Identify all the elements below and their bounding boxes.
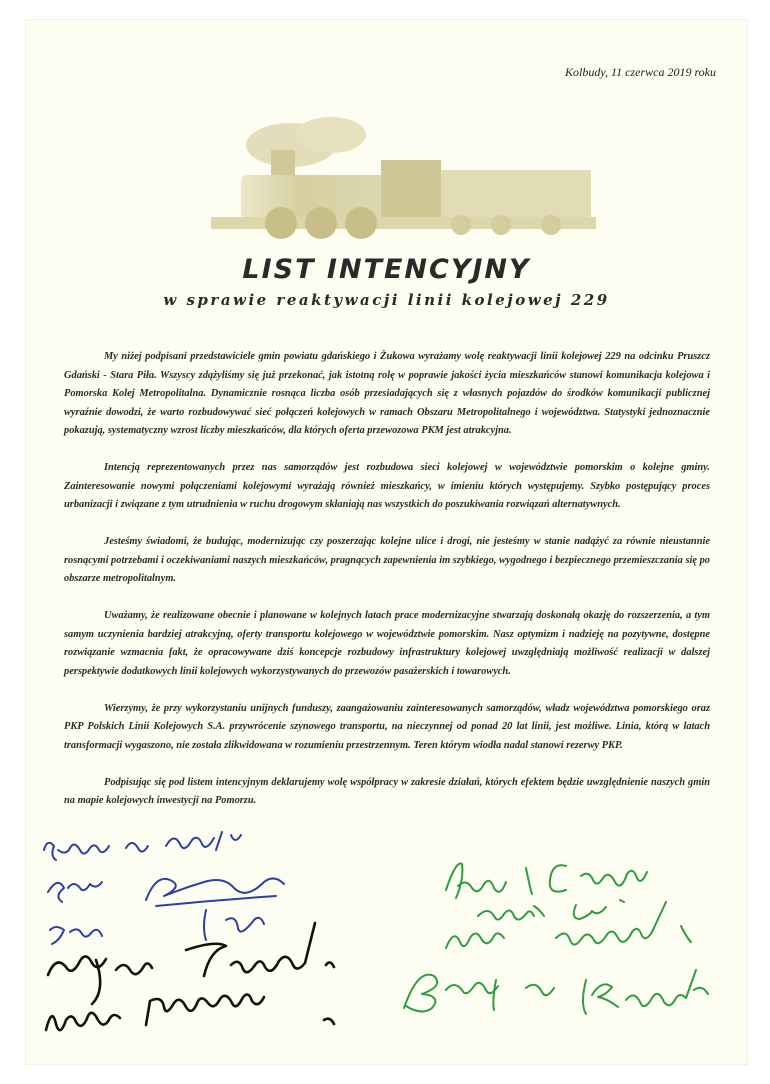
signature-blue-group (44, 832, 284, 944)
signature-black-2 (46, 994, 334, 1030)
letter-date: Kolbudy, 11 czerwca 2019 roku (565, 65, 716, 79)
signature-green-group (404, 864, 708, 1014)
signature-green-4 (404, 970, 708, 1014)
signature-green-3 (446, 902, 691, 948)
paragraph-3: Jesteśmy świadomi, że budując, modernizując czy poszerzając kolejne ulice i drogi, nie jesteśmy w stanie nadążyć za równie nieustannie rosnącymi potrzebami i oczekiwaniami naszych mieszkańców, pragnących zapewnienia im szybkiego, wygodnego i bezpiecznego przemieszczania się po obszarze metropolitalnym. (64, 536, 710, 584)
signature-blue-1 (44, 832, 241, 860)
letter-subtitle: w sprawie reaktywacji linii kolejowej 229 (163, 291, 610, 309)
paragraph-4: Uważamy, że realizowane obecnie i planowane w kolejnych latach prace modernizacyjne stwarzają doskonałą okazję do rozszerzenia, a tym samym uczynienia bardziej atrakcyjną, oferty transportu kolejowego w województwie pomorskim. Nasz optymizm i nadzieję na pozytywne, dostępne rozwiązanie wzmacnia fakt, że opracowywane dziś koncepcje rozbudowy infrastruktury kolejowej uwzględniają możliwość realizacji w dalszej perspektywie dodatkowych linii kolejowych wykorzystywanych do przewozów pasażerskich i towarowych. (64, 610, 710, 677)
paragraph-5: Wierzymy, że przy wykorzystaniu unijnych funduszy, zaangażowaniu zainteresowanych samorządów, władz województwa pomorskiego oraz PKP Polskich Linii Kolejowych S.A. przywrócenie szynowego transportu, na nieczynnej od ponad 20 lat linii, jest możliwe. Linia, którą w latach transformacji wygaszono, nie została zlikwidowana w rozumieniu przestrzennym. Teren którym wiodła nadal stanowi rezerwy PKP. (64, 702, 710, 751)
paragraph-6: Podpisując się pod listem intencyjnym deklarujemy wolę współpracy w zakresie działań, których efektem będzie uwzględnienie naszych gmin na mapie kolejowych inwestycji na Pomorzu. (64, 776, 710, 806)
paragraph-1: My niżej podpisani przedstawiciele gmin powiatu gdańskiego i Żukowa wyrażamy wolę reaktywacji linii kolejowej 229 na odcinku Pruszcz Gdański - Stara Piła. Wszyscy zdążyliśmy się już przekonać, jak istotną rolę w poprawie jakości życia mieszkańców stanowi komunikacja kolejowa i Pomorska Kolej Metropolitalna. Dynamicznie rosnąca liczba osób przesiadających się z własnych pojazdów do środków komunikacji publicznej wyraźnie dowodzi, że warto rozbudowywać sieć połączeń kolejowych w ramach Obszaru Metropolitalnego i województwa. Statystyki jednoznacznie pokazują, systematyczny wzrost liczby mieszkańców, dla których oferta przewozowa PKM jest atrakcyjna. (64, 351, 710, 436)
signatures-area (26, 20, 747, 1064)
signature-black-group (46, 923, 334, 1030)
letter-page (26, 20, 747, 1064)
signature-black-1 (48, 923, 334, 1004)
signature-blue-2 (48, 878, 284, 906)
letter-title: LIST INTENCYJNY (242, 254, 531, 285)
signature-blue-3 (50, 910, 264, 944)
signature-green-2 (478, 900, 624, 920)
paragraph-2: Intencją reprezentowanych przez nas samorządów jest rozbudowa sieci kolejowej w województwie pomorskim o kolejne gminy. Zainteresowanie nowymi połączeniami kolejowymi wyrażają również mieszkańcy, w imieniu których występujemy. Szybko postępujący proces urbanizacji i związane z tym utrudnienia w ruchu drogowym skłaniają nas wszystkich do poszukiwania rozwiązań alternatywnych. (64, 462, 710, 510)
signature-green-1 (446, 864, 647, 898)
